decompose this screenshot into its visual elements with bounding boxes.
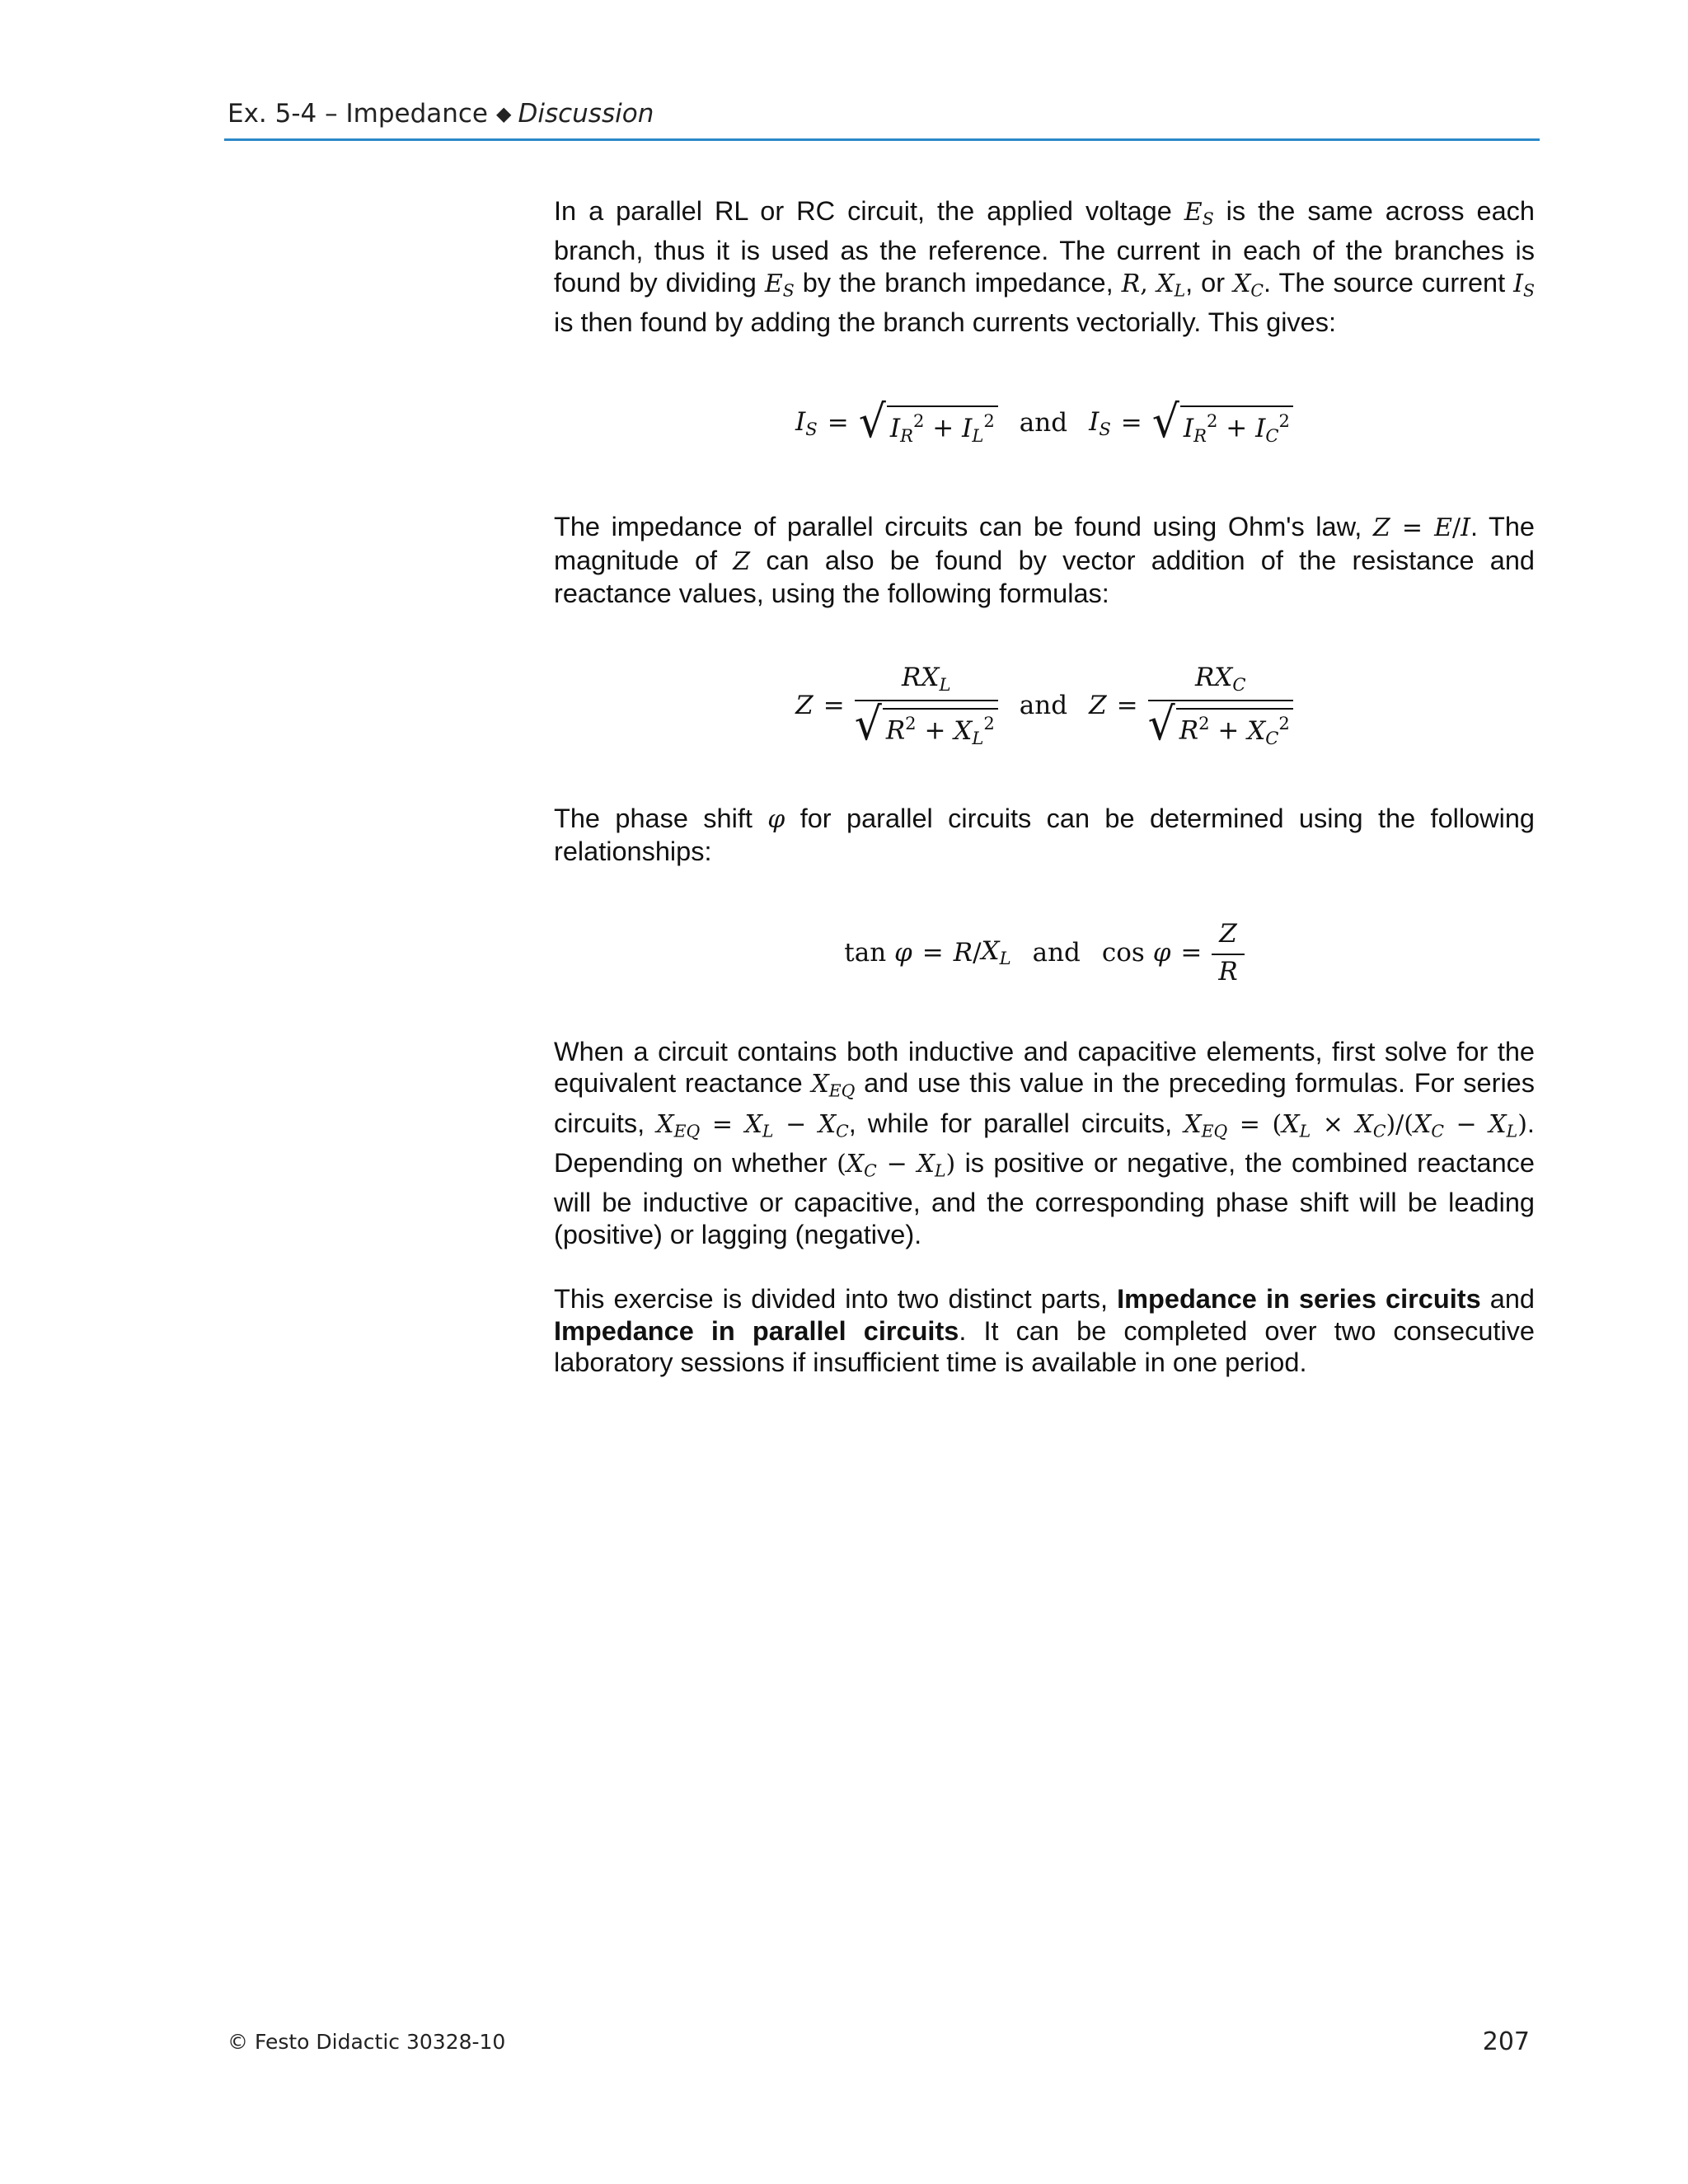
sqrt-expression: √ $I_R^2 + I_C^2$ (1152, 401, 1293, 445)
text-run: The impedance of parallel circuits can be found using Ohm's law, (554, 512, 1373, 542)
text-run: . The magnitude of (554, 512, 1535, 575)
text-run: is positive or negative, the combined reactance will be inductive or capacitive, and the corresponding phase shift will be leading (positive) or lagging (negative). (554, 1147, 1536, 1249)
math-xc: $X_C$ (1233, 269, 1264, 301)
exercise-title: Ex. 5-4 – Impedance (227, 99, 489, 129)
text-run: When a circuit contains both inductive and capacitive elements, first solve for the equivalent reactance (554, 1036, 1535, 1099)
text-run: This exercise is divided into two distinct parts, (554, 1284, 1118, 1315)
fraction: $RX_C$ √ $R^2 + X_C^2$ (1148, 663, 1293, 748)
text-run: In a parallel RL or RC circuit, the applied voltage (554, 196, 1184, 226)
formula-term: $I_S$ (795, 406, 818, 439)
footer-copyright: © Festo Didactic 30328-10 (227, 2030, 506, 2054)
text-run: can also be found by vector addition of the resistance and reactance values, using the following formulas: (554, 545, 1535, 609)
text-run: and use this value in the preceding formulas. For series circuits, (554, 1068, 1535, 1138)
formula-connector: and (1019, 408, 1068, 438)
formula-parallel-impedance: Z = $RX_L$ √ $R^2 + X_L^2$ and Z = $RX_C$ √ $R^2 + X_C^2$ (554, 656, 1535, 755)
math-xeq: $X_{EQ}$ (811, 1070, 856, 1102)
text-run: . It can be completed over two consecutive laboratory sessions if insufficient time is available in one period. (554, 1315, 1535, 1378)
text-run: is the same across each branch, thus it is used as the reference. The current in each of the branches is found by dividing (554, 196, 1535, 298)
section-name: Discussion (518, 99, 654, 129)
text-run: and (1480, 1284, 1535, 1315)
header-divider (224, 138, 1540, 141)
sqrt-expression: √ $I_R^2 + I_L^2$ (859, 401, 998, 445)
formula-source-current: $I_S$ = √ $I_R^2 + I_L^2$ and $I_S$ = √ $I_R^2 + I_C^2$ (554, 386, 1535, 460)
text-run: , or (1185, 267, 1234, 298)
math-parallel-xeq: $X_{EQ}$ (1184, 1109, 1228, 1141)
text-run: by the branch impedance, (794, 267, 1122, 298)
math-es: $E_S$ (1184, 198, 1214, 229)
text-run: is then found by adding the branch currents vectorially. This gives: (554, 307, 1337, 337)
formula-connector: and (1019, 690, 1068, 720)
bold-part-parallel: Impedance in parallel circuits (554, 1315, 959, 1346)
paragraph-exercise-parts (554, 1283, 1535, 1379)
math-phi: φ (767, 804, 785, 834)
paragraph-parallel-impedance: The impedance of parallel circuits can be found using Ohm's law, Z = E/I. The magnitude of Z can also be found by vector addition of the resistance and reactance values, using the following formulas: (554, 512, 1535, 609)
math-difference: ( (837, 1149, 846, 1179)
diamond-icon: ◆ (496, 102, 512, 125)
text-run: The phase shift (554, 803, 768, 833)
math-is: $I_S$ (1513, 269, 1535, 301)
page-header (227, 96, 1540, 142)
math-xl: $X_L$ (1156, 269, 1186, 301)
header-title (227, 99, 654, 129)
math-z: Z (733, 546, 751, 576)
paragraph-parallel-currents: In a parallel RL or RC circuit, the applied voltage $E_S$ is the same across each branch, thus it is used as the reference. The current in each of the branches is found by dividing $E_S$ by the branch impedance, R, $X_L$, or $X_C$. The source current $I_S$ is then found by adding the branch currents vectorially. This gives: (554, 196, 1535, 337)
math-es: $E_S$ (764, 269, 795, 301)
fraction: $RX_L$ √ $R^2 + X_L^2$ (855, 663, 998, 748)
formula-phase-shift: tan φ = R / $X_L$ and cos φ = $\frac{Z}{R}$ (554, 916, 1535, 990)
text-run: . The source current (1264, 267, 1514, 298)
bold-part-series: Impedance in series circuits (1117, 1284, 1481, 1315)
page-number: 207 (1482, 2027, 1530, 2056)
fraction: $\frac{Z}{R}$ (1212, 919, 1244, 987)
paragraph-equivalent-reactance: When a circuit contains both inductive and capacitive elements, first solve for the equivalent reactance $X_{EQ}$ and use this value in the preceding formulas. For series circuits, $X_{EQ} = X_L - X_C$, while for parallel circuits, $X_{EQ} = (X_L \times X_C)/(X_C - X_L)$. Depending on whether $(X_C - X_L)$ is positive or negative, the combined reactance will be inductive or capacitive, and the corresponding phase shift will be leading (positive) or lagging (negative). (554, 1036, 1536, 1249)
main-content (554, 195, 1535, 1379)
formula-term: $I_S$ (1089, 406, 1111, 439)
text-run: . Depending on whether (554, 1108, 1535, 1178)
text-run: for parallel circuits can be determined using the following relationships: (554, 803, 1536, 867)
math-r: R (1121, 269, 1141, 298)
formula-connector: and (1032, 937, 1081, 968)
math-ohm-law: Z (1372, 513, 1390, 543)
math-series-xeq: $X_{EQ}$ (656, 1109, 701, 1141)
paragraph-phase-shift (554, 803, 1535, 868)
text-run: , while for parallel circuits, (848, 1108, 1184, 1138)
